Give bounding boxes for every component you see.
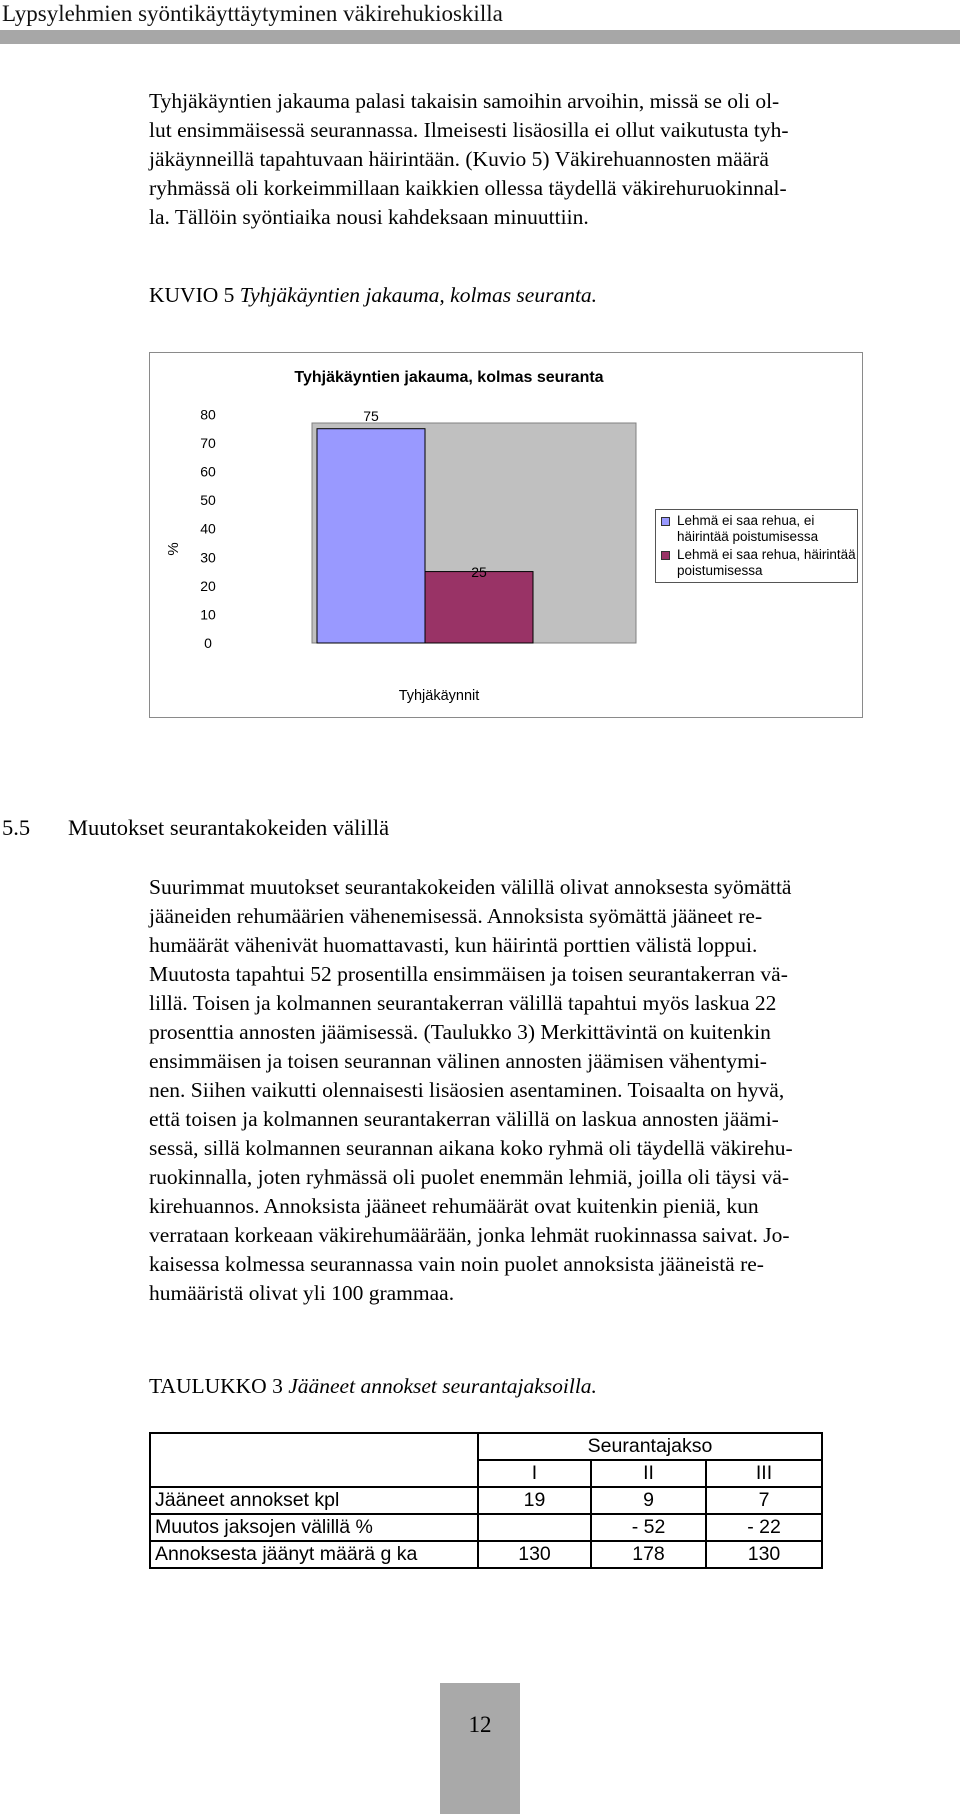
table-cell: - 52 [591,1514,706,1541]
legend-swatch [661,551,670,560]
x-axis-label: Tyhjäkäynnit [398,688,480,704]
table-column-header: III [706,1460,822,1487]
legend-item [661,547,857,581]
paragraph-2-line: Muutosta tapahtui 52 prosentilla ensimmäisen ja toisen seurantakerran vä- [149,962,788,986]
y-tick-label: 30 [200,549,216,566]
paragraph-1-line: Tyhjäkäyntien jakauma palasi takaisin samoihin arvoihin, missä se oli ol- [149,89,780,113]
y-tick-label: 20 [200,577,216,594]
y-axis-label: % [165,542,182,556]
paragraph-1-line: ryhmässä oli korkeimmillaan kaikkien ollessa täydellä väkirehuruokinnal- [149,176,787,200]
table-cell: 130 [478,1541,591,1568]
table-row-label: Muutos jaksojen välillä % [150,1514,478,1541]
paragraph-2-line: lillä. Toisen ja kolmannen seurantakerran välillä tapahtui myös laskua 22 [149,991,777,1015]
y-tick-label: 80 [200,406,216,423]
chart-title: Tyhjäkäyntien jakauma, kolmas seuranta [294,369,604,386]
paragraph-2-line: että toisen ja kolmannen seurantakerran välillä on laskua annosten jäämi- [149,1107,779,1131]
table-row [150,1541,822,1568]
chart-frame [149,352,863,718]
figure-caption-label: KUVIO 5 [149,283,235,307]
paragraph-2-line: humääristä olivat yli 100 grammaa. [149,1281,455,1305]
table-column-header: II [591,1460,706,1487]
table-column-header: I [478,1460,591,1487]
table-row [150,1487,822,1514]
bar-value-label: 25 [471,564,487,580]
data-table [149,1432,823,1569]
table-group-header: Seurantajakso [478,1433,822,1460]
paragraph-2-line: sessä, sillä kolmannen seurannan aikana koko ryhmä oli täydellä väkirehu- [149,1136,793,1160]
table-cell: 7 [706,1487,822,1514]
legend-label: Lehmä ei saa rehua, ei häirintää poistumisessa [677,513,819,544]
table-caption-label: TAULUKKO 3 [149,1374,283,1398]
table-header-row [150,1433,822,1460]
y-tick-label: 40 [200,520,216,537]
paragraph-1-line: la. Tällöin syöntiaika nousi kahdeksaan minuuttiin. [149,205,589,229]
legend-swatch [661,517,670,526]
table-corner-cell [150,1433,478,1487]
paragraph-2-line: nen. Siihen vaikutti olennaisesti lisäosien asentaminen. Toisaalta on hyvä, [149,1078,785,1102]
bar [425,572,533,643]
section-heading [2,813,389,843]
table-row [150,1514,822,1541]
table-caption-title: Jääneet annokset seurantajaksoilla. [288,1374,597,1398]
chart-legend [655,509,858,583]
paragraph-2-line: jääneiden rehumäärien vähenemisessä. Annoksista syömättä jääneet re- [149,904,763,928]
section-title: Muutokset seurantakokeiden välillä [68,815,390,840]
paragraph-2-line: kirehuannos. Annoksista jääneet rehumäärät ovat kuitenkin pieniä, kun [149,1194,759,1218]
page-number: 12 [468,1712,492,1737]
table-cell: 178 [591,1541,706,1568]
y-axis-ticks [200,406,216,651]
legend-item [661,513,857,547]
y-tick-label: 10 [200,606,216,623]
paragraph-1-line: jäkäynneillä tapahtuvaan häirintään. (Kuvio 5) Väkirehuannosten määrä [149,147,769,171]
paragraph-2 [149,873,959,1308]
y-tick-label: 70 [200,435,216,451]
running-header-title: Lypsylehmien syöntikäyttäytyminen väkirehukioskilla [2,1,503,26]
paragraph-2-line: prosenttia annosten jäämisessä. (Taulukko 3) Merkittävintä on kuitenkin [149,1020,771,1044]
table-cell: 9 [591,1487,706,1514]
y-tick-label: 0 [204,635,212,651]
figure-caption [149,281,597,309]
table-cell: 19 [478,1487,591,1514]
paragraph-2-line: verrataan korkeaan väkirehumäärään, jonka lehmät ruokinnassa saivat. Jo- [149,1223,790,1247]
paragraph-2-line: ruokinnalla, joten ryhmässä oli puolet enemmän lehmiä, joilla oli täysi vä- [149,1165,790,1189]
table-cell: 130 [706,1541,822,1568]
bar [317,429,425,643]
table-caption [149,1372,597,1400]
paragraph-2-line: ensimmäisen ja toisen seurannan välinen annosten jäämisen vähentymi- [149,1049,767,1073]
y-tick-label: 50 [200,492,216,509]
paragraph-1 [149,87,959,232]
y-tick-label: 60 [200,463,216,480]
table-cell: - 22 [706,1514,822,1541]
legend-label: Lehmä ei saa rehua, häirintää poistumisessa [677,547,856,578]
paragraph-2-line: kaisessa kolmessa seurannassa vain noin puolet annoksista jääneistä re- [149,1252,764,1276]
table-row-label: Jääneet annokset kpl [150,1487,478,1514]
paragraph-2-line: humäärät vähenivät huomattavasti, kun häirintä porttien välistä loppui. [149,933,758,957]
table-cell [478,1514,591,1541]
paragraph-1-line: lut ensimmäisessä seurannassa. Ilmeisesti lisäosilla ei ollut vaikutusta tyh- [149,118,789,142]
page-number-box [440,1683,520,1814]
figure-caption-title: Tyhjäkäyntien jakauma, kolmas seuranta. [239,283,598,307]
table-row-label: Annoksesta jäänyt määrä g ka [150,1541,478,1568]
section-number: 5.5 [2,815,31,840]
header-rule [0,30,960,44]
bar-value-label: 75 [363,408,379,424]
paragraph-2-line: Suurimmat muutokset seurantakokeiden välillä olivat annoksesta syömättä [149,875,792,899]
